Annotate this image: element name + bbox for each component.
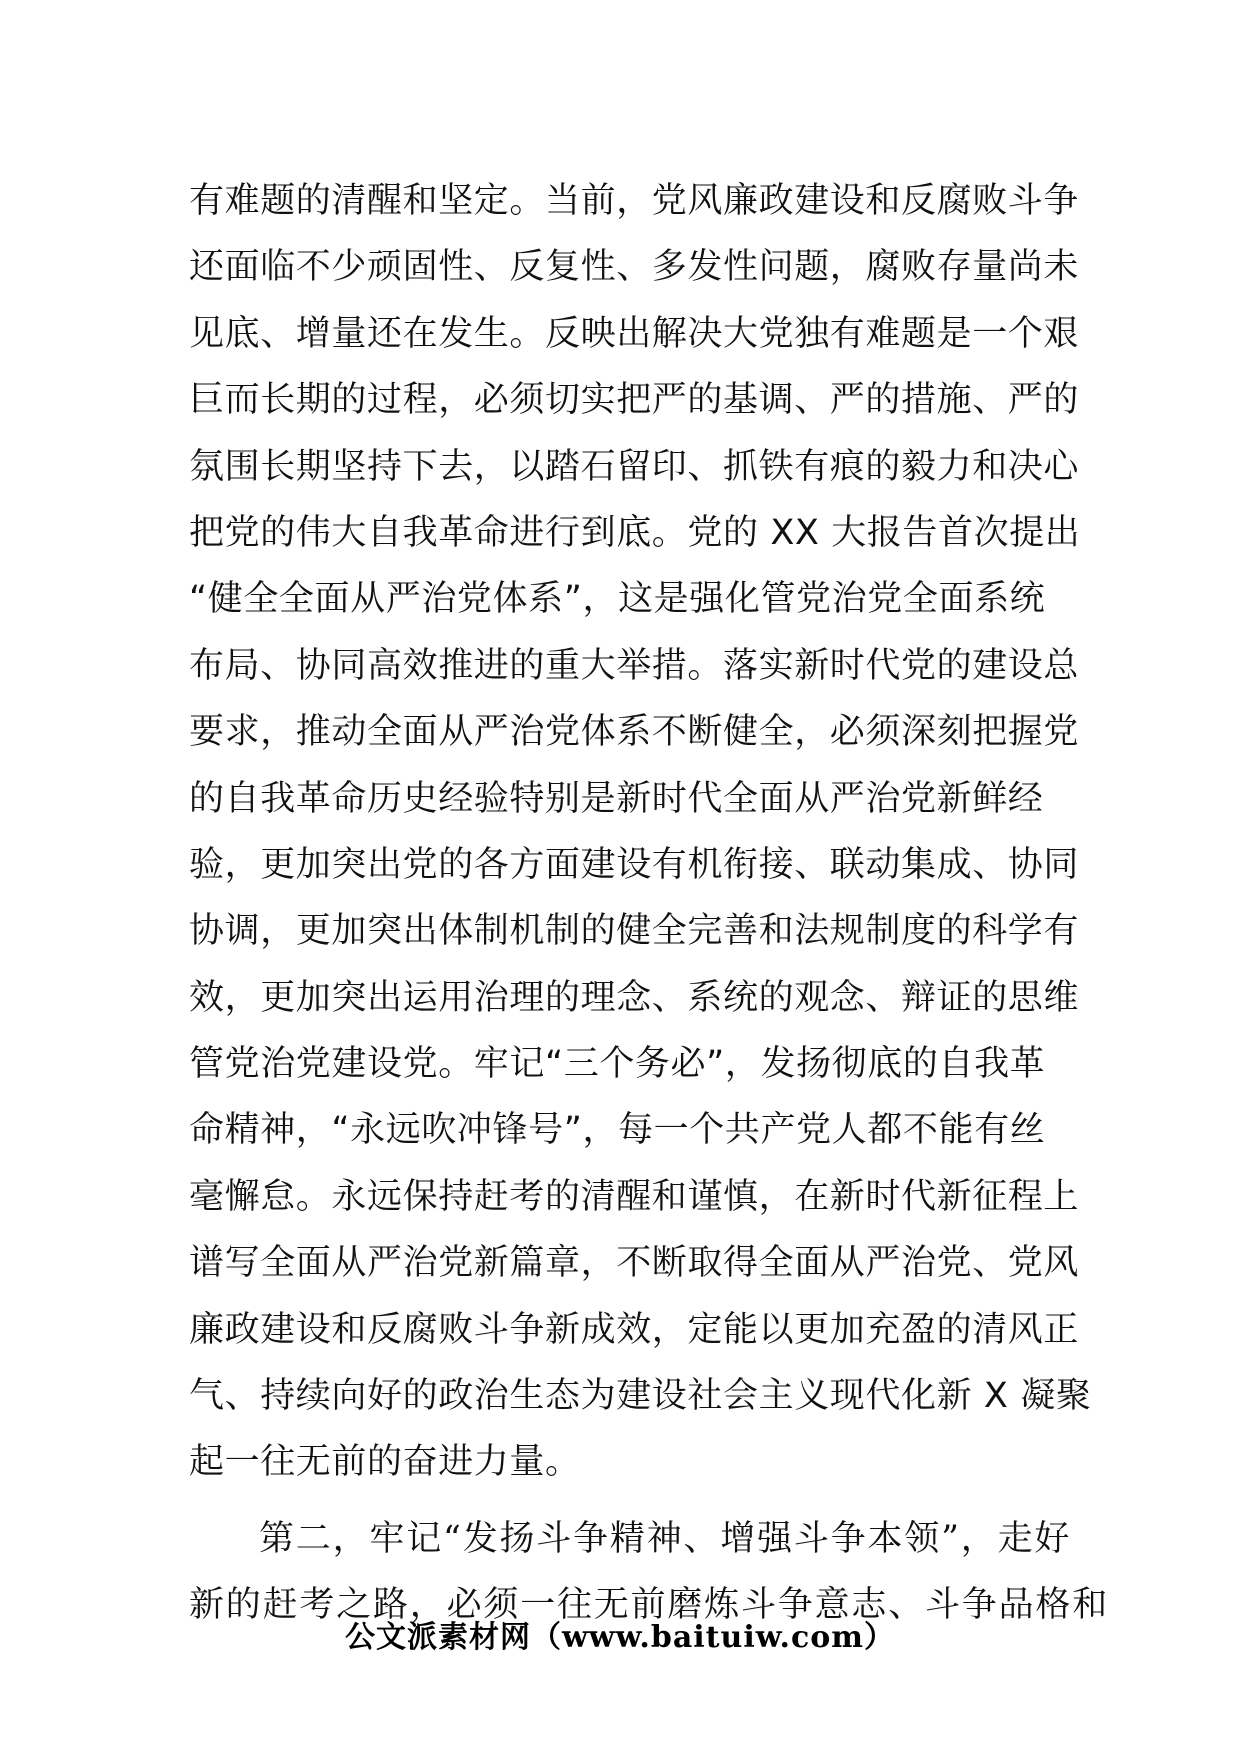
text-line: 氛围长期坚持下去，以踏石留印、抓铁有痕的毅力和决心: [189, 446, 1080, 487]
text-line: “健全全面从严治党体系”，这是强化管党治党全面系统: [189, 579, 1046, 620]
text-line: 起一往无前的奋进力量。: [189, 1442, 581, 1483]
body-text: [189, 168, 1110, 1639]
text-line: 管党治党建设党。牢记“三个务必”，发扬彻底的自我革: [189, 1044, 1046, 1085]
footer-watermark: 公文派素材网（www.baituiw.com）: [344, 1620, 896, 1655]
text-line: 巨而长期的过程，必须切实把严的基调、严的措施、严的: [189, 380, 1080, 421]
text-line: 还面临不少顽固性、反复性、多发性问题，腐败存量尚未: [189, 247, 1080, 288]
text-line: 效，更加突出运用治理的理念、系统的观念、辩证的思维: [189, 977, 1080, 1018]
text-line: 新的赶考之路，必须一往无前磨炼斗争意志、斗争品格和: [189, 1585, 1110, 1626]
text-line: 见底、增量还在发生。反映出解决大党独有难题是一个艰: [189, 313, 1080, 354]
text-line: 把党的伟大自我革命进行到底。党的 XX 大报告首次提出: [189, 512, 1081, 553]
text-line: 有难题的清醒和坚定。当前，党风廉政建设和反腐败斗争: [189, 181, 1080, 221]
text-line: 命精神，“永远吹冲锋号”，每一个共产党人都不能有丝: [189, 1110, 1046, 1151]
text-line: 验，更加突出党的各方面建设有机衔接、联动集成、协同: [189, 844, 1080, 885]
text-line: 要求，推动全面从严治党体系不断健全，必须深刻把握党: [189, 712, 1080, 753]
text-line: 布局、协同高效推进的重大举措。落实新时代党的建设总: [189, 645, 1080, 686]
text-line: 协调，更加突出体制机制的健全完善和法规制度的科学有: [189, 911, 1080, 952]
text-line: 的自我革命历史经验特别是新时代全面从严治党新鲜经: [189, 778, 1044, 819]
text-line: 气、持续向好的政治生态为建设社会主义现代化新 X 凝聚: [189, 1376, 1092, 1417]
text-line: 毫懈怠。永远保持赶考的清醒和谨慎，在新时代新征程上: [189, 1176, 1080, 1217]
text-line: 第二，牢记“发扬斗争精神、增强斗争本领”，走好: [259, 1518, 1072, 1559]
paragraph-1: [189, 168, 1092, 1496]
text-line: 谱写全面从严治党新篇章，不断取得全面从严治党、党风: [189, 1243, 1080, 1284]
text-line: 廉政建设和反腐败斗争新成效，定能以更加充盈的清风正: [189, 1309, 1080, 1350]
